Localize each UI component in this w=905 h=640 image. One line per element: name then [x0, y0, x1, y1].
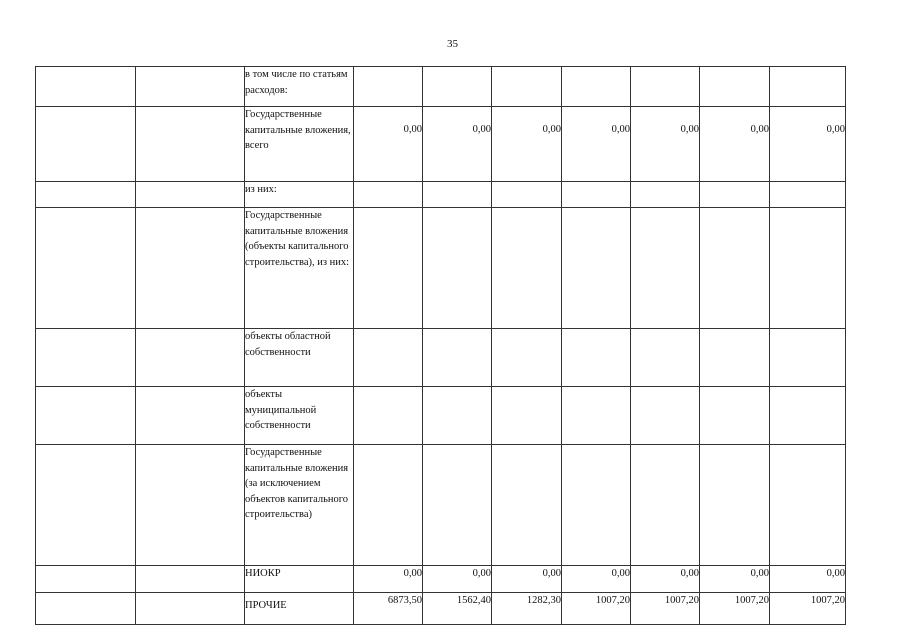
value-cell: [631, 67, 700, 107]
value-cell: 0,00: [423, 107, 492, 182]
value-cell: [631, 329, 700, 387]
value-cell: [423, 445, 492, 566]
value-cell: 0,00: [562, 566, 631, 593]
table-cell-empty: [36, 445, 136, 566]
table-cell-empty: [136, 593, 245, 625]
value-cell: [700, 208, 770, 329]
value-cell: [562, 208, 631, 329]
value-cell: [700, 445, 770, 566]
value-cell: [700, 329, 770, 387]
value-cell: [492, 182, 562, 208]
table-cell-empty: [36, 182, 136, 208]
table-row: [36, 107, 846, 182]
row-label: объекты муниципальной собственности: [245, 387, 354, 445]
row-label: Государственные капитальные вложения (объекты капитального строительства), из них:: [245, 208, 354, 329]
row-label: Государственные капитальные вложения, всего: [245, 107, 354, 182]
value-cell: [562, 67, 631, 107]
value-cell: [700, 67, 770, 107]
value-cell: 1007,20: [700, 593, 770, 625]
value-cell: [700, 182, 770, 208]
table-cell-empty: [36, 387, 136, 445]
table-cell-empty: [136, 387, 245, 445]
table-row: [36, 387, 846, 445]
value-cell: [354, 329, 423, 387]
row-label: в том числе по статьям расходов:: [245, 67, 354, 107]
table-row: [36, 566, 846, 593]
row-label: ПРОЧИЕ: [245, 593, 354, 625]
table-row: [36, 593, 846, 625]
table-row: [36, 182, 846, 208]
value-cell: [631, 387, 700, 445]
value-cell: 0,00: [423, 566, 492, 593]
value-cell: 1007,20: [631, 593, 700, 625]
table-row: [36, 445, 846, 566]
value-cell: [562, 387, 631, 445]
value-cell: [492, 445, 562, 566]
value-cell: [770, 67, 846, 107]
table-cell-empty: [136, 107, 245, 182]
value-cell: [770, 182, 846, 208]
value-cell: [423, 208, 492, 329]
table-cell-empty: [36, 107, 136, 182]
value-cell: 0,00: [354, 107, 423, 182]
value-cell: [423, 329, 492, 387]
row-label: объекты областной собственности: [245, 329, 354, 387]
row-label: из них:: [245, 182, 354, 208]
table-cell-empty: [136, 566, 245, 593]
table-cell-empty: [136, 445, 245, 566]
value-cell: [631, 182, 700, 208]
budget-table: [35, 66, 846, 625]
table-cell-empty: [36, 208, 136, 329]
page-number: 35: [447, 38, 458, 50]
value-cell: [562, 182, 631, 208]
value-cell: [770, 445, 846, 566]
value-cell: [423, 182, 492, 208]
table-row: [36, 329, 846, 387]
value-cell: [492, 67, 562, 107]
value-cell: [631, 445, 700, 566]
value-cell: 1007,20: [770, 593, 846, 625]
value-cell: [562, 329, 631, 387]
value-cell: [354, 387, 423, 445]
value-cell: 6873,50: [354, 593, 423, 625]
value-cell: 0,00: [492, 107, 562, 182]
value-cell: [700, 387, 770, 445]
value-cell: 0,00: [700, 107, 770, 182]
value-cell: [631, 208, 700, 329]
value-cell: [770, 329, 846, 387]
value-cell: 0,00: [562, 107, 631, 182]
value-cell: [354, 208, 423, 329]
table-cell-empty: [36, 329, 136, 387]
table-row: [36, 208, 846, 329]
value-cell: [492, 387, 562, 445]
table-row: [36, 67, 846, 107]
value-cell: 0,00: [631, 107, 700, 182]
value-cell: 0,00: [770, 107, 846, 182]
table-cell-empty: [36, 566, 136, 593]
table-cell-empty: [36, 67, 136, 107]
value-cell: 1282,30: [492, 593, 562, 625]
value-cell: [423, 387, 492, 445]
value-cell: [354, 67, 423, 107]
value-cell: [770, 208, 846, 329]
table-cell-empty: [36, 593, 136, 625]
value-cell: [562, 445, 631, 566]
row-label: НИОКР: [245, 566, 354, 593]
table-cell-empty: [136, 67, 245, 107]
value-cell: 0,00: [770, 566, 846, 593]
value-cell: 1562,40: [423, 593, 492, 625]
value-cell: [770, 387, 846, 445]
value-cell: 0,00: [492, 566, 562, 593]
value-cell: 0,00: [354, 566, 423, 593]
row-label: Государственные капитальные вложения (за исключением объектов капитального строительства): [245, 445, 354, 566]
value-cell: 1007,20: [562, 593, 631, 625]
value-cell: [492, 329, 562, 387]
value-cell: [492, 208, 562, 329]
value-cell: [354, 445, 423, 566]
table-cell-empty: [136, 208, 245, 329]
value-cell: 0,00: [700, 566, 770, 593]
table-cell-empty: [136, 182, 245, 208]
table-cell-empty: [136, 329, 245, 387]
value-cell: 0,00: [631, 566, 700, 593]
value-cell: [354, 182, 423, 208]
value-cell: [423, 67, 492, 107]
